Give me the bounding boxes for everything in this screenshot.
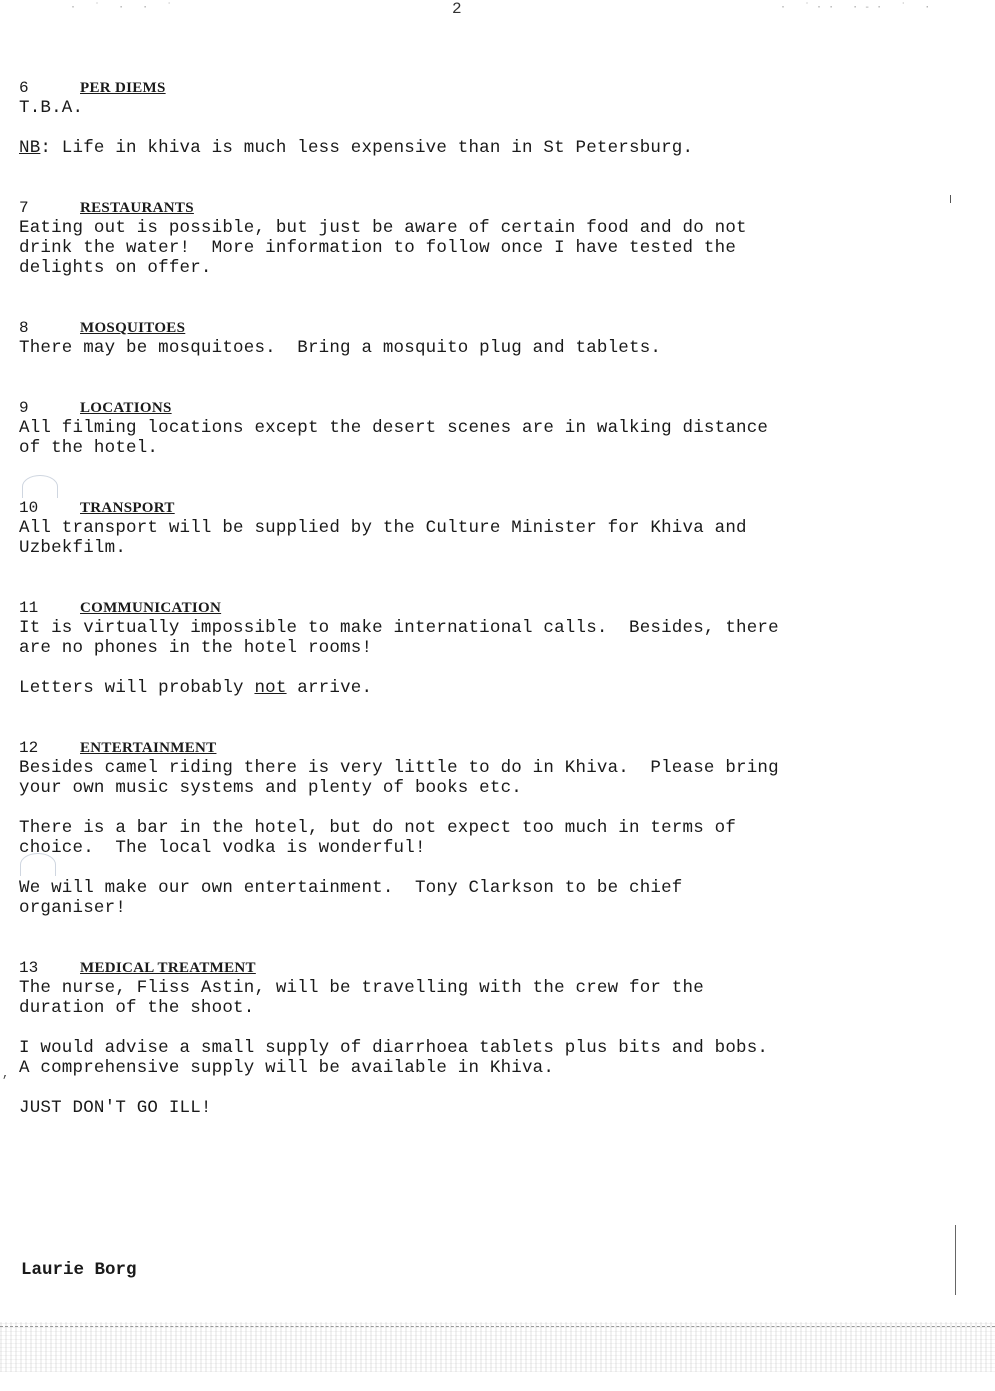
scan-mark [950,195,951,203]
text-line: are no phones in the hotel rooms! [19,638,373,658]
paragraph-gap [19,658,919,678]
paragraph-gap [19,798,919,818]
section-title: TRANSPORT [80,500,175,516]
page-number: 2 [452,0,462,18]
text-line: your own music systems and plenty of books etc. [19,778,522,798]
scan-noise: · ˙ · · ˙ [70,2,179,13]
section-9 [19,398,919,458]
text-line: duration of the shoot. [19,998,255,1018]
text-line: It is virtually impossible to make international calls. Besides, there [19,618,779,638]
text-line: Besides camel riding there is very little to do in Khiva. Please bring [19,758,779,778]
text-line: choice. The local vodka is wonderful! [19,838,426,858]
text-line: T.B.A. [19,98,84,118]
scan-noise-band [0,1322,995,1372]
text-line: delights on offer. [19,258,212,278]
section-heading [19,318,919,338]
text-line: JUST DON'T GO ILL! [19,1098,212,1118]
scan-mark: , [2,1067,10,1081]
text-line: The nurse, Fliss Astin, will be travelling with the crew for the [19,978,704,998]
section-6 [19,78,919,158]
section-number: 6 [19,79,29,97]
text-line: There is a bar in the hotel, but do not expect too much in terms of [19,818,737,838]
section-title: ENTERTAINMENT [80,740,217,756]
text-line: All transport will be supplied by the Culture Minister for Khiva and [19,518,747,538]
text-line: All filming locations except the desert scenes are in walking distance [19,418,769,438]
paragraph-gap [19,1078,919,1098]
text-line: There may be mosquitoes. Bring a mosquito plug and tablets. [19,338,662,358]
scan-rule [0,1326,995,1328]
section-number: 10 [19,499,39,517]
section-number: 12 [19,739,39,757]
text-line: organiser! [19,898,127,918]
section-heading [19,598,919,618]
text-line: NB: Life in khiva is much less expensive than in St Petersburg. [19,138,694,158]
section-7 [19,198,919,278]
text-line: Eating out is possible, but just be aware of certain food and do not [19,218,747,238]
text-line: We will make our own entertainment. Tony Clarkson to be chief [19,878,683,898]
section-8 [19,318,919,358]
scan-edge [955,1225,956,1295]
section-title: RESTAURANTS [80,200,194,216]
section-heading [19,958,919,978]
text-line: A comprehensive supply will be available in Khiva. [19,1058,555,1078]
section-heading [19,498,919,518]
section-10 [19,498,919,558]
section-number: 13 [19,959,39,977]
section-11 [19,598,919,698]
section-heading [19,738,919,758]
text-line: drink the water! More information to follow once I have tested the [19,238,737,258]
section-title: PER DIEMS [80,80,166,96]
section-number: 9 [19,399,29,417]
section-heading [19,398,919,418]
section-title: MEDICAL TREATMENT [80,960,256,976]
paragraph-gap [19,1018,919,1038]
text-line: I would advise a small supply of diarrhoea tablets plus bits and bobs. [19,1038,769,1058]
paragraph-gap [19,118,919,138]
scan-noise: · ˙·· ·-· ˙ · [780,2,937,13]
section-heading [19,198,919,218]
section-number: 8 [19,319,29,337]
section-number: 7 [19,199,29,217]
section-heading [19,78,919,98]
text-line: of the hotel. [19,438,159,458]
section-title: COMMUNICATION [80,600,222,616]
section-12 [19,738,919,918]
section-title: MOSQUITOES [80,320,186,336]
paragraph-gap [19,858,919,878]
section-number: 11 [19,599,39,617]
text-line: Letters will probably not arrive. [19,678,373,698]
text-line: Uzbekfilm. [19,538,127,558]
section-title: LOCATIONS [80,400,172,416]
section-13 [19,958,919,1118]
signature-name: Laurie Borg [21,1260,137,1280]
punch-hole [22,475,58,498]
